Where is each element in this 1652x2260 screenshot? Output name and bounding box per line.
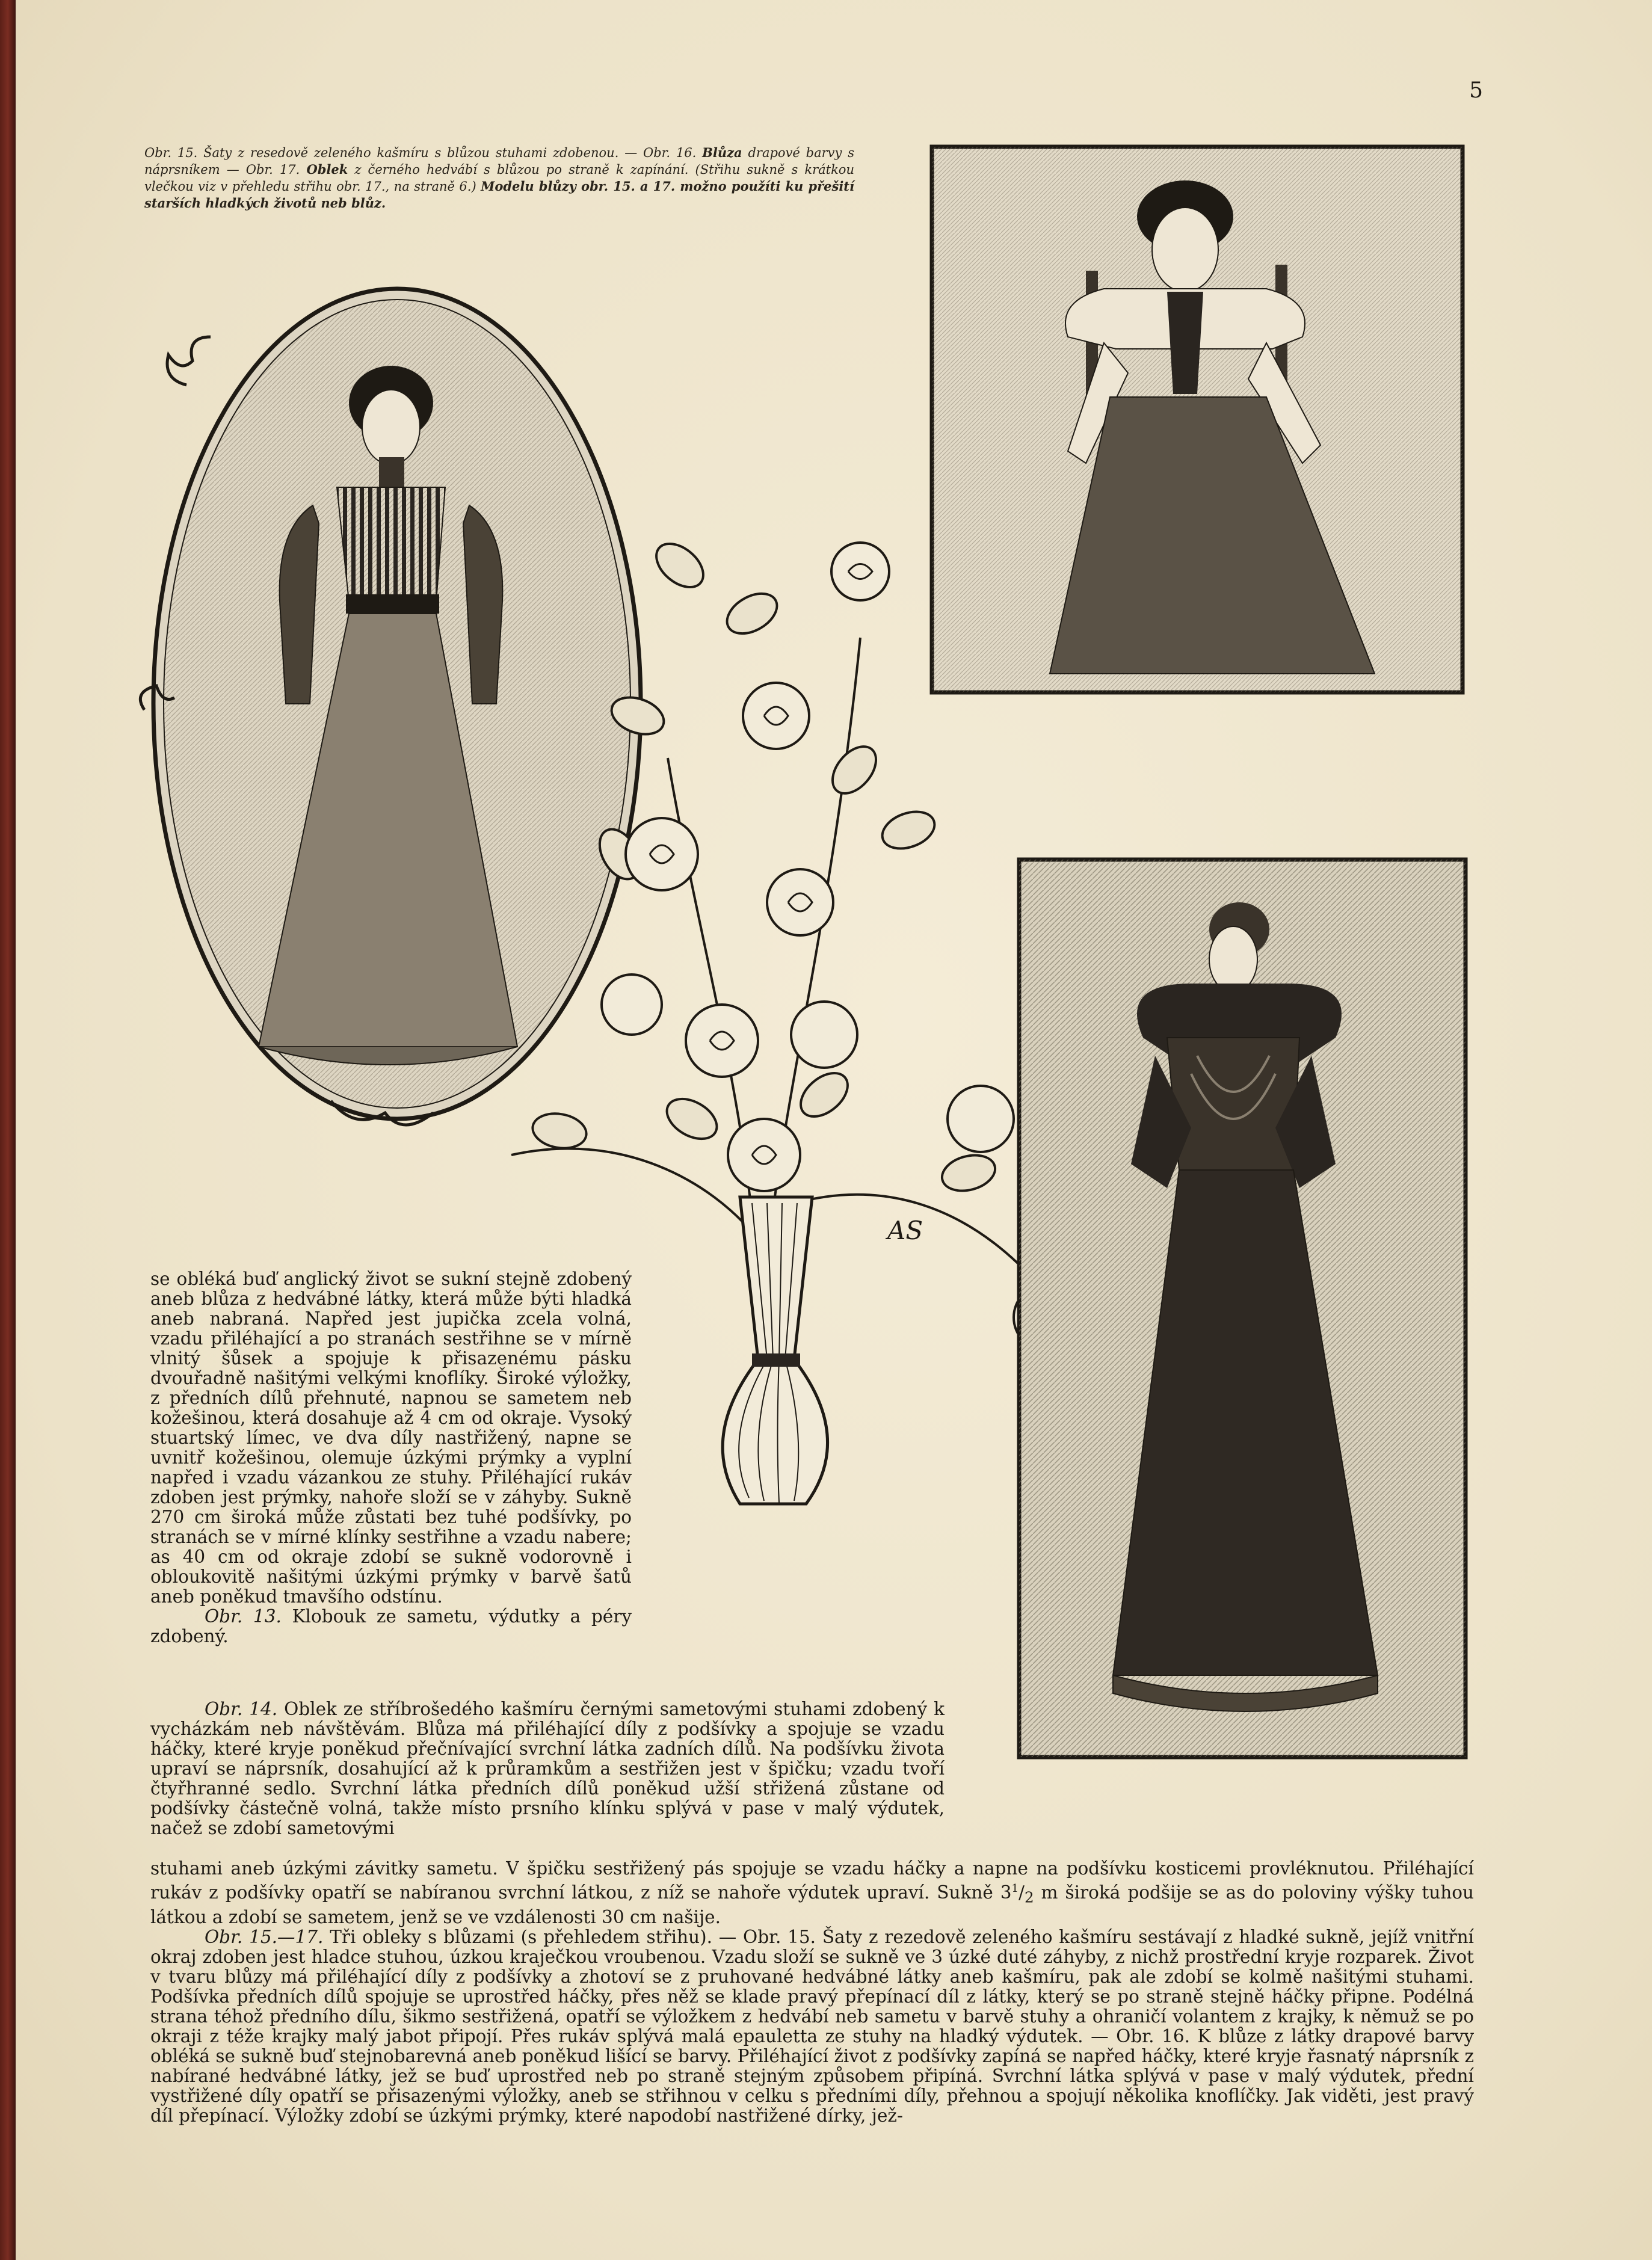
- standing-woman-illustration: [1017, 857, 1468, 1760]
- artist-signature: AS: [887, 1216, 923, 1245]
- obr14-label: Obr. 14.: [205, 1699, 278, 1719]
- wide-p1: stuhami aneb úzkými závitky sametu. V špičku sestřižený pás spojuje se vzadu háčky a napne na podšívku kosticemi provléknutou. Přiléhající rukáv z podšívky opatří se nabíranou svrchní látkou, z níž se nahoře výdutek upraví. Sukně 3: [150, 1858, 1474, 1903]
- fraction-denominator: 2: [1024, 1888, 1034, 1906]
- caption-text: [144, 144, 854, 212]
- book-binding-edge: [0, 0, 16, 2260]
- left-text-column: [150, 1269, 632, 1646]
- caption-part-4: Modelu blůzy obr. 15. a 17. možno použíti ku přešití starších hladkých životů neb blůz.: [144, 179, 854, 211]
- paragraph-obr15-17: [150, 1927, 1474, 2126]
- figure-caption: [144, 144, 854, 212]
- obr13-label: Obr. 13.: [205, 1606, 282, 1627]
- caption-part-2: drapové barvy s náprsníkem — Obr. 17.: [144, 146, 854, 177]
- paragraph-obr14-continued: se obléká buď anglický život se sukní stejně zdobený aneb blůza z hedvábné látky, která může býti hladká aneb nabraná. Napřed jest jupička zcela volná, vzadu přiléhající a po stranách sestřihne se v mírně vlnitý šůsek a spojuje k přisazenému pásku dvouřadně našitými velkými knoflíky. Široké výložky, z předních dílů přehnuté, napnou se sametem neb kožešinou, která dosahuje až 4 cm od okraje. Vysoký stuartský límec, ve dva díly nastřižený, napne se uvnitř kožešinou, olemuje úzkými prýmky a vyplní napřed i vzadu vázankou ze stuhy. Přiléhající rukáv zdoben jest prýmky, nahoře složí se v záhyby. Sukně 270 cm široká může zůstati bez tuhé podšívky, po stranách se v mírné klínky sestřihne a vzadu nabere; as 40 cm od okraje zdobí se sukně vodorovně i obloukovitě našitými úzkými prýmky v barvě šatů aneb poněkud tmavšího odstínu.: [150, 1269, 632, 1607]
- caption-part-1-bold: Blůza: [702, 145, 742, 160]
- full-width-text-block: [150, 1859, 1474, 2126]
- paragraph-obr14: [150, 1699, 945, 1838]
- caption-part-3: z černého hedvábí s blůzou po straně k zapínání. (Střihu sukně s krátkou vlečkou viz v přehledu střihu obr. 17., na straně 6.): [144, 162, 854, 194]
- fraction-numerator: 1: [1011, 1882, 1019, 1895]
- page-number: 5: [1469, 78, 1483, 103]
- fraction-slash: /: [1019, 1882, 1025, 1903]
- obr14-text-block: [150, 1699, 945, 1838]
- obr15-17-label: Obr. 15.—17.: [205, 1926, 324, 1947]
- caption-part-2-bold: Oblek: [306, 162, 348, 177]
- paragraph-stuhami: [150, 1859, 1474, 1927]
- obr14-text: Oblek ze stříbrošedého kašmíru černými sametovými stuhami zdobený k vycházkám neb návštěvám. Blůza má přiléhající díly z podšívky a spojuje se vzadu háčky, které kryje poněkud přečnívající svrchní látka zadních dílů. Na podšívku života upraví se náprsník, dosahující až k průramkům a sestřižen jest v špičku; vzadu tvoří čtyřhranné sedlo. Svrchní látka předních dílů poněkud užší střižená zůstane od podšívky částečně volná, takže místo prsního klínku splývá v pase v malý výdutek, načež se zdobí sametovými: [150, 1699, 945, 1838]
- paragraph-obr13: [150, 1607, 632, 1646]
- wide-p2: Tři obleky s blůzami (s přehledem střihu). — Obr. 15. Šaty z rezedově zeleného kašmíru sestávají z hladké sukně, jejíž vnitřní okraj zdoben jest hladce stuhou, úzkou kraječkou vroubenou. Vzadu složí se sukně ve 3 úzké duté záhyby, z nichž prostřední kryje rozparek. Život v tvaru blůzy má přiléhající díly z podšívky a zhotoví se z pruhované hedvábné látky aneb kašmíru, pak ale zdobí se kolmě našitými stuhami. Podšívka předních dílů spojuje se uprostřed háčky, přes něž se klade pravý přepínací díl z látky, který se po straně stejně háčky připne. Podélná strana téhož předního dílu, šikmo sestřižená, opatří se výložkem z hedvábí neb sametu v barvě stuhy a ohraničí volantem z krajky, k němuž se po okraji z téže krajky malý jabot připojí. Přes rukáv splývá malá epauletta ze stuhy na hladký výdutek. — Obr. 16. K blůze z látky drapové barvy obléká se sukně buď stejnobarevná aneb poněkud lišící se barvy. Přiléhající život z podšívky zapíná se napřed háčky, které kryje řasnatý náprsník z nabírané hedvábné látky, jež se buď uprostřed neb po straně stejným způsobem připíná. Svrchní látka splývá v pase v malý výdutek, přední vystřižené díly opatří se přisazenými výložky, aneb se střihnou v celku s předními díly, přehnou a spojují několika knoflíčky. Jak viděti, jest pravý díl přepínací. Výložky zdobí se úzkými prýmky, které napodobí nastřižené dírky, jež-: [150, 1926, 1474, 2126]
- caption-part-1: Obr. 15. Šaty z resedově zeleného kašmíru s blůzou stuhami zdobenou. — Obr. 16.: [144, 146, 697, 160]
- wide-p1b: m široká podšije se as do poloviny výšky tuhou látkou a zdobí se sametem, jenž se ve vzdálenosti 30 cm našije.: [150, 1882, 1474, 1927]
- obr13-text: Klobouk ze sametu, výdutky a péry zdobený.: [150, 1606, 632, 1646]
